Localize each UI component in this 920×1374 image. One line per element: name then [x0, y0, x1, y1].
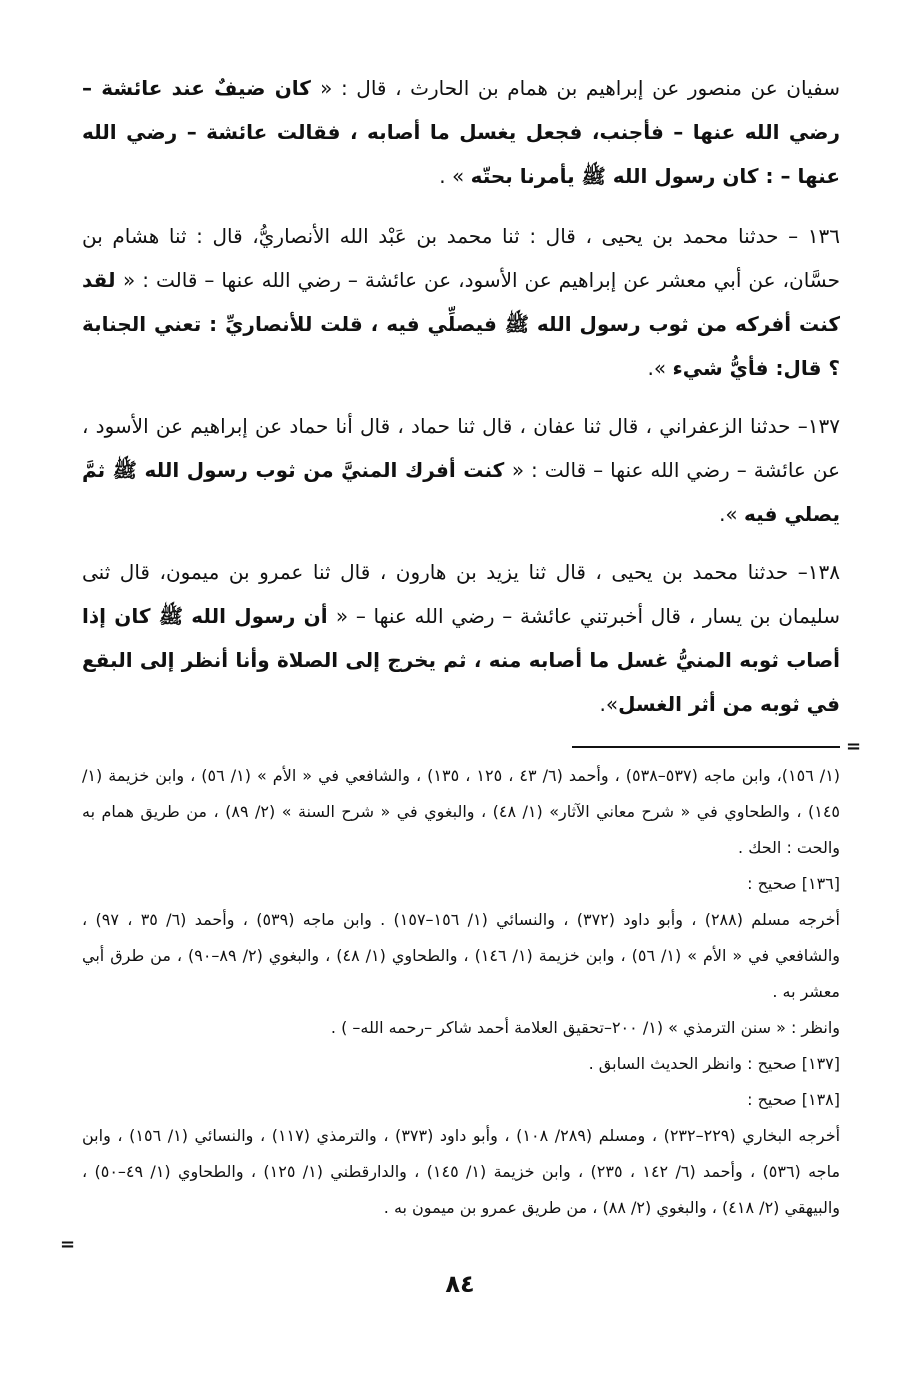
hadith-paragraph: [82, 550, 840, 726]
hadith-text: كان ضيفٌ عند عائشة – رضي الله عنها – فأجنب، فجعل يغسل ما أصابه ، فقالت عائشة – رضي الله عنها – : كان رسول الله ﷺ يأمرنا بحتّه: [82, 76, 840, 188]
footnote-heading: [١٣٦] صحيح :: [747, 874, 840, 893]
hadith-paragraph: [82, 404, 840, 536]
footnote-separator: [572, 746, 840, 748]
footnotes: [82, 758, 840, 1226]
main-text: [82, 66, 840, 726]
footnote-line: وانظر : « سنن الترمذي » (١/ ٢٠٠–تحقيق العلامة أحمد شاكر –رحمه الله– ) .: [330, 1018, 840, 1037]
continuation-mark-top: =: [846, 736, 862, 757]
closing-quote: ».: [647, 356, 673, 380]
footnote-line: أخرجه مسلم (٢٨٨) ، وأبو داود (٣٧٢) ، والنسائي (١/ ١٥٦–١٥٧) . وابن ماجه (٥٣٩) ، وأحمد (٦/ ٣٥ ، ٩٧) ، والشافعي في « الأم » (١/ ٥٦) ، وابن خزيمة (١/ ١٤٦) ، والطحاوي (١/ ٤٨) ، والبغوي (٢/ ٨٩–٩٠) ، من طرق أبي معشر به .: [82, 910, 841, 1001]
hadith-text: أن رسول الله ﷺ كان إذا أصاب ثوبه المنيُّ غسل ما أصابه منه ، ثم يخرج إلى الصلاة وأنا أنظر إلى البقع في ثوبه من أثر الغسل: [82, 604, 840, 716]
narration-chain: سفيان عن منصور عن إبراهيم بن همام بن الحارث ، قال : «: [320, 76, 841, 100]
footnote-line: أخرجه البخاري (٢٢٩–٢٣٢) ، ومسلم (٢٨٩/ ١٠٨) ، وأبو داود (٣٧٣) ، والترمذي (١١٧) ، والنسائي (١/ ١٥٦) ، وابن ماجه (٥٣٦) ، وأحمد (٦/ ١٤٢ ، ٢٣٥) ، وابن خزيمة (١/ ١٤٥) ، والدارقطني (١/ ١٢٥) ، والطحاوي (١/ ٤٩–٥٠) ، والبيهقي (٢/ ٤١٨) ، والبغوي (٢/ ٨٨) ، من طريق عمرو بن ميمون به .: [82, 1126, 841, 1217]
hadith-paragraph: [82, 66, 840, 198]
closing-quote: » .: [439, 164, 471, 188]
closing-quote: ».: [719, 502, 745, 526]
continuation-mark-bottom: =: [60, 1234, 76, 1255]
narration-chain: ١٣٦ – حدثنا محمد بن يحيى ، قال : ثنا محمد بن عَبْد الله الأنصاريُّ، قال : ثنا هشام بن حسَّان، عن أبي معشر عن إبراهيم عن الأسود، عن عائشة – رضي الله عنها – قالت : «: [82, 224, 840, 292]
hadith-paragraph: [82, 214, 840, 390]
page-number: ٨٤: [445, 1270, 475, 1298]
hadith-text: لقد كنت أفركه من ثوب رسول الله ﷺ فيصلِّي فيه ، قلت للأنصاريِّ : تعني الجنابة ؟ قال: فأيُّ شيء: [82, 268, 840, 380]
hadith-text: كنت أفرك المنيَّ من ثوب رسول الله ﷺ ثمَّ يصلي فيه: [82, 458, 840, 526]
narration-chain: ١٣٧– حدثنا الزعفراني ، قال ثنا عفان ، قال ثنا حماد ، قال أنا حماد عن إبراهيم عن الأسود ، عن عائشة – رضي الله عنها – قالت : «: [82, 414, 840, 482]
narration-chain: ١٣٨– حدثنا محمد بن يحيى ، قال ثنا يزيد بن هارون ، قال ثنا عمرو بن ميمون، قال ثنى سليمان بن يسار ، قال أخبرتني عائشة – رضي الله عنها – «: [82, 560, 840, 628]
footnote-heading: [١٣٨] صحيح :: [747, 1090, 840, 1109]
footnote-line: (١/ ١٥٦)، وابن ماجه (٥٣٧–٥٣٨) ، وأحمد (٦/ ٤٣ ، ١٢٥ ، ١٣٥) ، والشافعي في « الأم » (١/ ٥٦) ، وابن خزيمة (١/ ١٤٥) ، والطحاوي في « شرح معاني الآثار» (١/ ٤٨) ، والبغوي في « شرح السنة » (٢/ ٨٩) ، من طريق همام به والحت : الحك .: [82, 766, 841, 857]
closing-quote: ».: [599, 692, 619, 716]
footnote-heading: [١٣٧] صحيح : وانظر الحديث السابق .: [588, 1054, 840, 1073]
footnote-separator-wrap: [82, 740, 840, 758]
